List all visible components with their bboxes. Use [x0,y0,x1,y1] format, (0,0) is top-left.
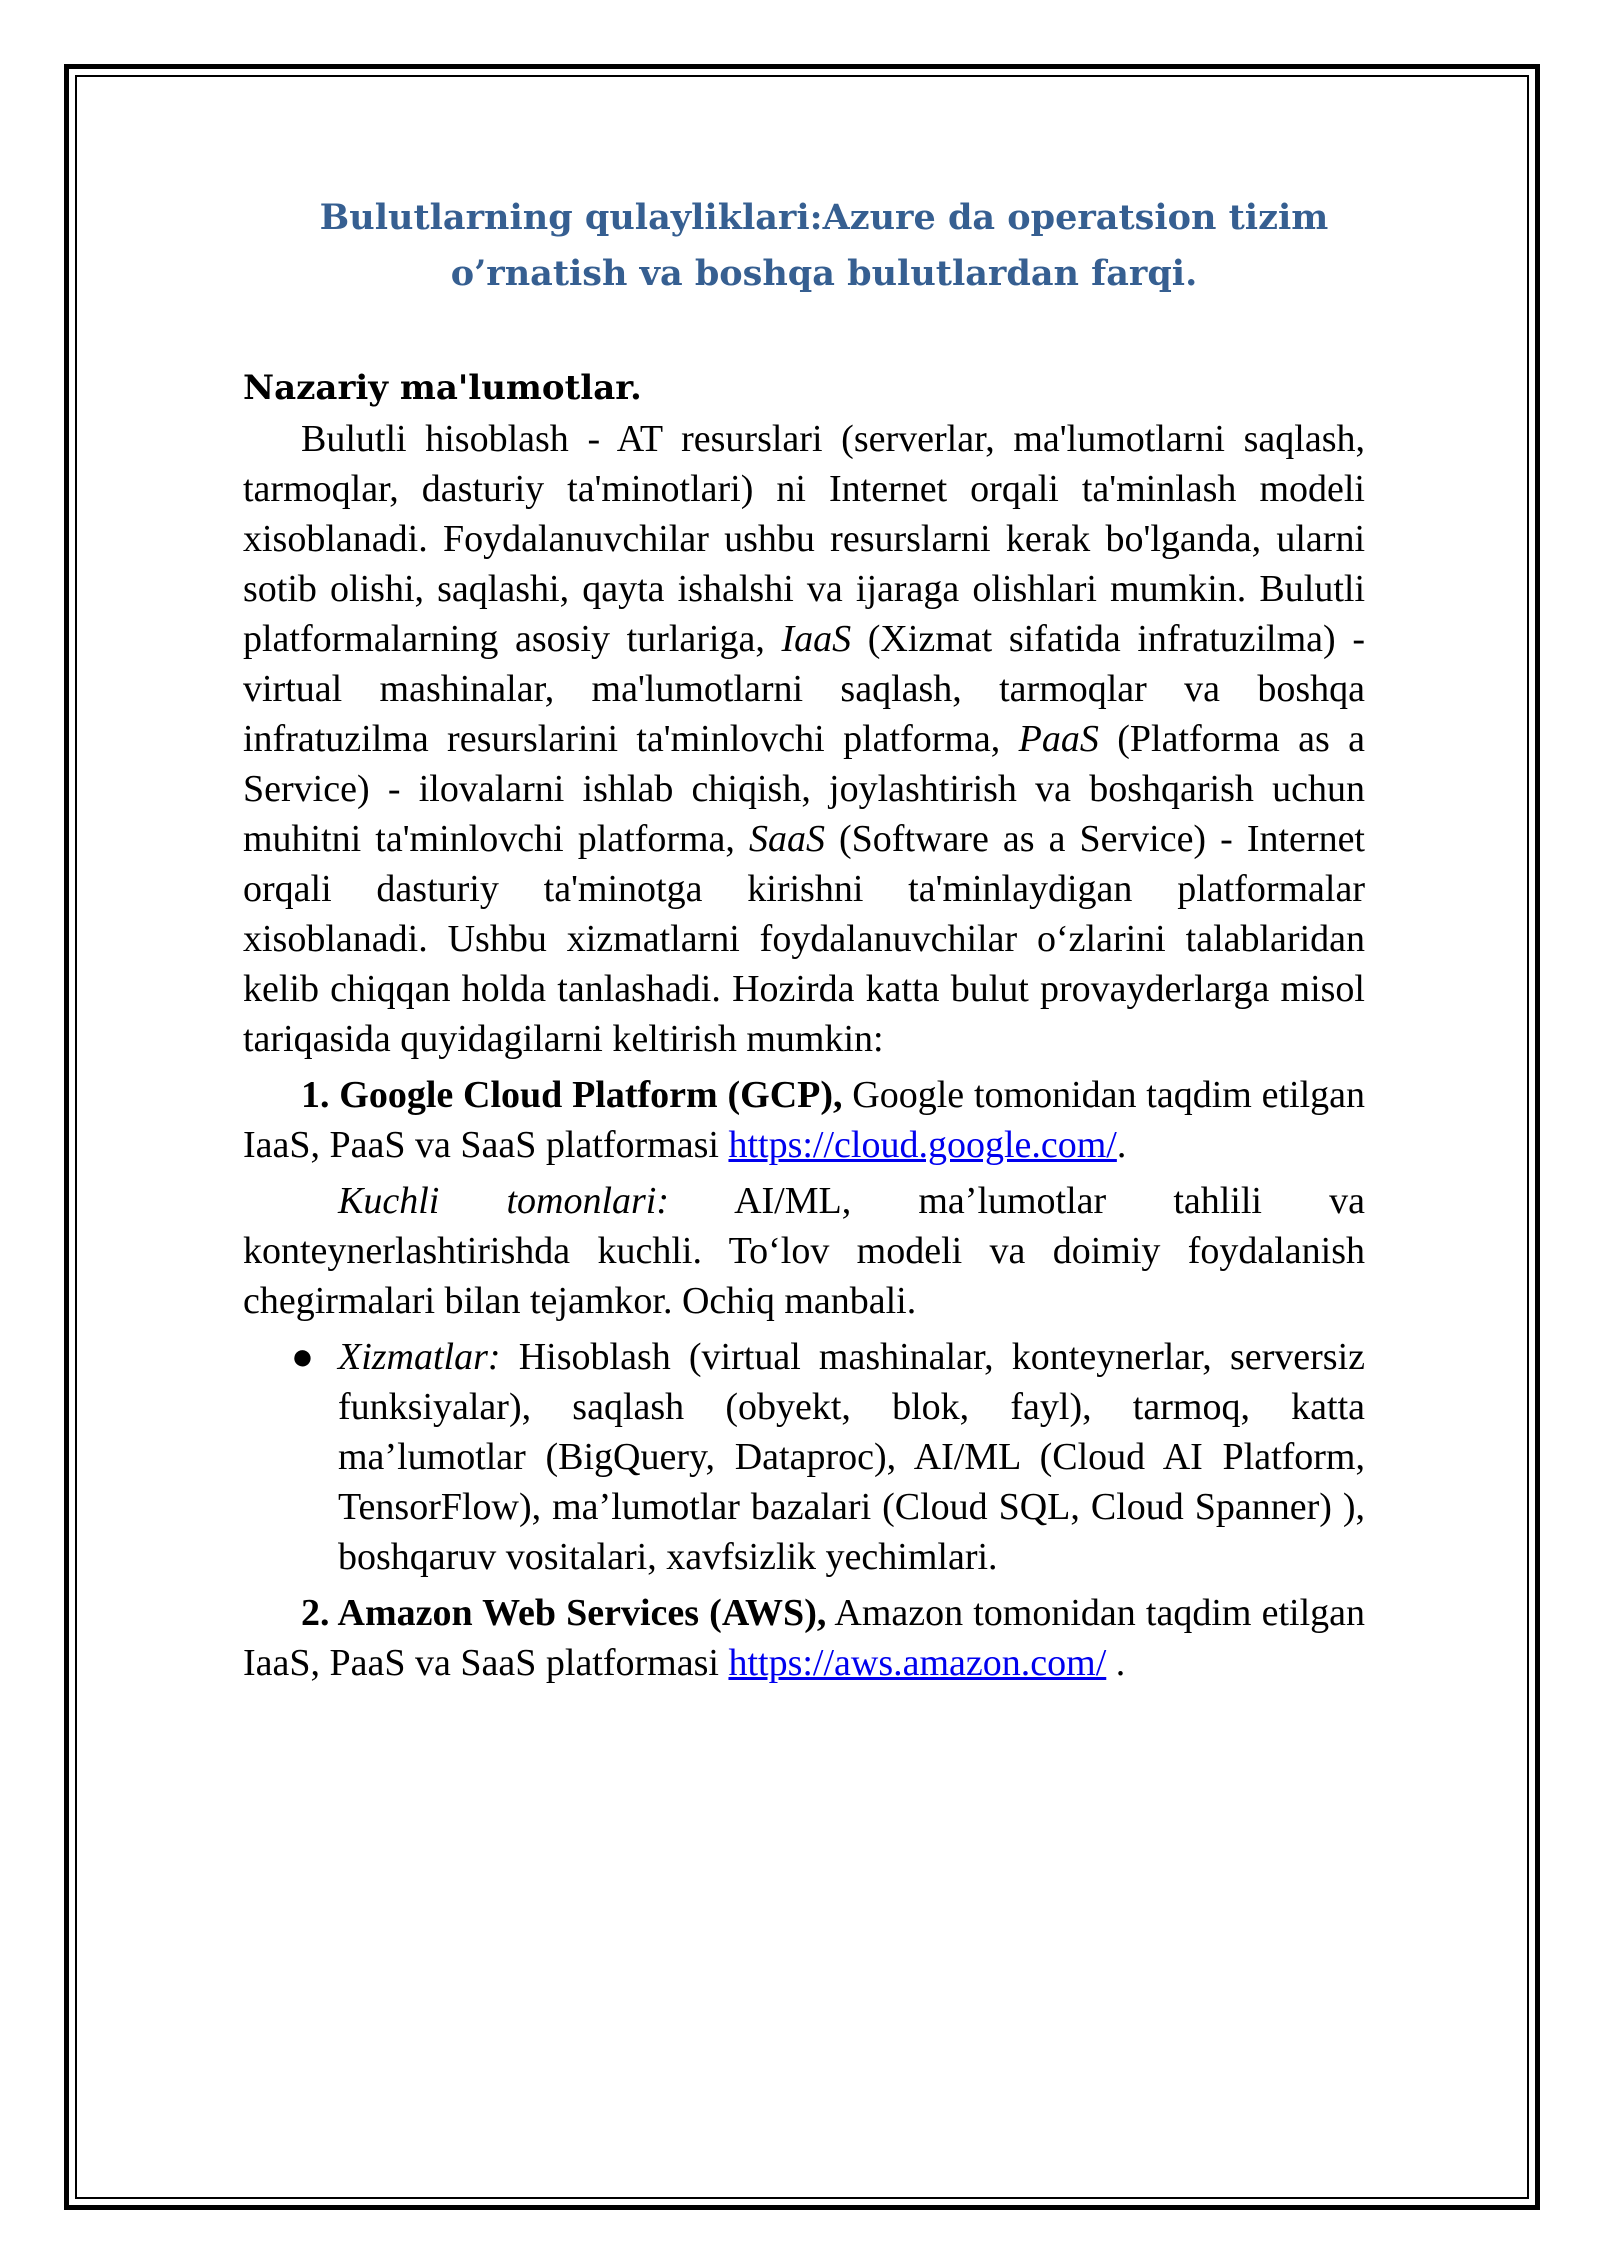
aws-text: Amazon tomonidan taqdim etilgan IaaS, PaaS va SaaS platformasi [243,1592,1365,1684]
intro-paragraph [243,414,1365,1064]
services-bullet-item [243,1332,1365,1582]
saas-term: SaaS [748,818,825,860]
gcp-link[interactable]: https://cloud.google.com/ [728,1124,1117,1166]
strengths-paragraph [243,1176,1365,1326]
section-heading: Nazariy ma'lumotlar. [243,368,642,408]
gcp-paragraph [243,1070,1365,1170]
iaas-term: IaaS [781,618,852,660]
gcp-heading: 1. Google Cloud Platform (GCP), [301,1074,843,1116]
gcp-after: . [1116,1124,1127,1166]
gcp-text: Google tomonidan taqdim etilgan IaaS, PaaS va SaaS platformasi [243,1074,1365,1166]
title-line-2: o’rnatish va boshqa bulutlardan farqi. [450,253,1198,294]
intro-text-1: Bulutli hisoblash - AT resurslari (serverlar, ma'lumotlarni saqlash, tarmoqlar, dasturiy ta'minotlari) ni Internet orqali ta'minlash modeli xisoblanadi. Foydalanuvchilar ushbu resurslarni kerak bo'lganda, ularni sotib olishi, saqlashi, qayta ishalshi va ijaraga olishlari mumkin. Bulutli platformalarning asosiy turlariga, [243,418,1365,660]
services-label: Xizmatlar: [338,1336,501,1378]
title-line-1: Bulutlarning qulayliklari:Azure da operatsion tizim [319,197,1329,238]
document-title [243,190,1365,302]
aws-paragraph [243,1588,1365,1688]
paas-term: PaaS [1018,718,1099,760]
aws-heading: 2. Amazon Web Services (AWS), [301,1592,827,1634]
aws-after: . [1106,1642,1126,1684]
strengths-label: Kuchli tomonlari: [338,1180,670,1222]
bullet-icon: ● [291,1336,314,1378]
intro-text-4: (Software as a Service) - Internet orqali dasturiy ta'minotga kirishni ta'minlaydigan platformalar xisoblanadi. Ushbu xizmatlarni foydalanuvchilar o‘zlarini talablaridan kelib chiqqan holda tanlashadi. Hozirda katta bulut provayderlarga misol tariqasida quyidagilarni keltirish mumkin: [243,818,1365,1060]
strengths-text: AI/ML, ma’lumotlar tahlili va konteynerlashtirishda kuchli. To‘lov modeli va doimiy foydalanish chegirmalari bilan tejamkor. Ochiq manbali. [243,1180,1365,1322]
aws-link[interactable]: https://aws.amazon.com/ [728,1642,1107,1684]
services-text: Hisoblash (virtual mashinalar, konteynerlar, serversiz funksiyalar), saqlash (obyekt, blok, fayl), tarmoq, katta ma’lumotlar (BigQuery, Dataproc), AI/ML (Cloud AI Platform, TensorFlow), ma’lumotlar bazalari (Cloud SQL, Cloud Spanner) ), boshqaruv vositalari, xavfsizlik yechimlari. [338,1336,1365,1578]
intro-text-2: (Xizmat sifatida infratuzilma) - virtual mashinalar, ma'lumotlarni saqlash, tarmoqlar va boshqa infratuzilma resurslarini ta'minlovchi platforma, [243,618,1365,760]
intro-text-3: (Platforma as a Service) - ilovalarni ishlab chiqish, joylashtirish va boshqarish uchun muhitni ta'minlovchi platforma, [243,718,1365,860]
document-content [243,190,1365,1694]
